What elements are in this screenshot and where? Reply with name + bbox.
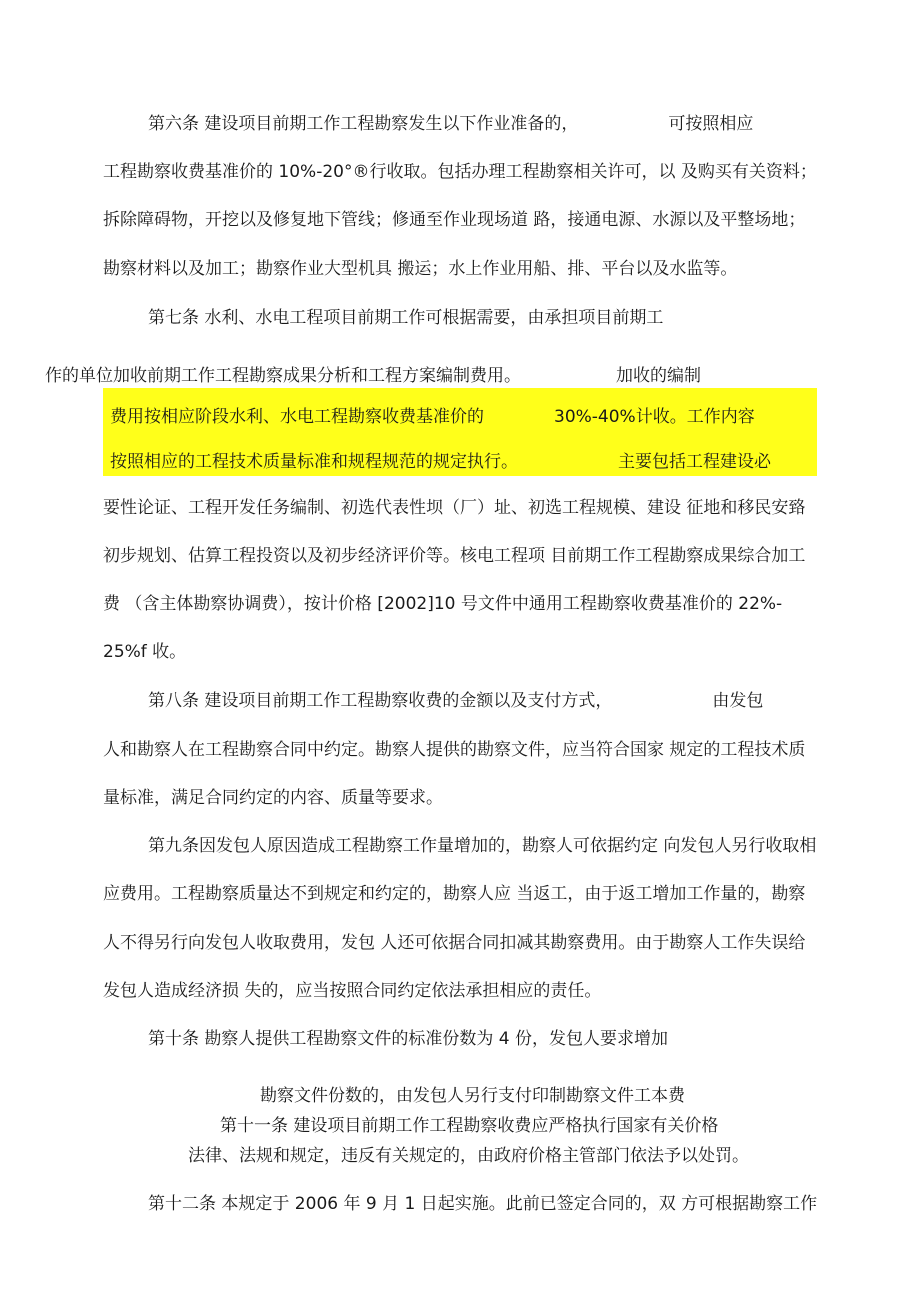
text-line: 要性论证、工程开发任务编制、初选代表性坝（厂）址、初选工程规模、建设 征地和移民安臵	[103, 498, 806, 518]
text-line-article-7: 第七条 水利、水电工程项目前期工作可根据需要，由承担项目前期工	[148, 308, 664, 328]
text-line: 法律、法规和规定，违反有关规定的，由政府价格主管部门依法予以处罚。	[188, 1146, 749, 1166]
text-line: 勘察材料以及加工；勘察作业大型机具 搬运；水上作业用船、排、平台以及水监等。	[103, 259, 738, 279]
text-line-article-9: 第九条因发包人原因造成工程勘察工作量增加的，勘察人可依据约定 向发包人另行收取相	[148, 836, 817, 856]
text-line: 作的单位加收前期工作工程勘察成果分析和工程方案编制费用。 加收的编制	[45, 366, 701, 386]
text-line-article-10: 第十条 勘察人提供工程勘察文件的标准份数为 4 份，发包人要求增加	[148, 1029, 669, 1049]
text-line-highlighted: 费用按相应阶段水利、水电工程勘察收费基准价的 30%-40%计收。工作内容	[110, 407, 755, 427]
text-line: 发包人造成经济损 失的，应当按照合同约定依法承担相应的责任。	[103, 981, 602, 1001]
text-line: 量标准，满足合同约定的内容、质量等要求。	[103, 788, 443, 808]
text-line-article-6: 第六条 建设项目前期工作工程勘察发生以下作业准备的， 可按照相应	[148, 114, 754, 134]
text-line-highlighted: 按照相应的工程技术质量标准和规程规范的规定执行。 主要包括工程建设必	[110, 452, 771, 472]
text-line: 应费用。工程勘察质量达不到规定和约定的，勘察人应 当返工，由于返工增加工作量的，勘察	[103, 884, 806, 904]
text-line-article-11: 第十一条 建设项目前期工作工程勘察收费应严格执行国家有关价格	[220, 1116, 719, 1136]
text-line: 人和勘察人在工程勘察合同中约定。勘察人提供的勘察文件，应当符合国家 规定的工程技术质	[103, 740, 806, 760]
text-line: 勘察文件份数的，由发包人另行支付印制勘察文件工本费	[260, 1086, 685, 1106]
text-line: 拆除障碍物，开挖以及修复地下管线；修通至作业现场道 路，接通电源、水源以及平整场地；	[103, 210, 806, 230]
text-line: 费 （含主体勘察协调费），按计价格 [2002]10 号文件中通用工程勘察收费基准价的 22%-	[103, 594, 783, 614]
text-line: 初步规划、估算工程投资以及初步经济评价等。核电工程项 目前期工作工程勘察成果综合加工	[103, 546, 806, 566]
text-line: 工程勘察收费基准价的 10%-20°®行收取。包括办理工程勘察相关许可，以 及购买有关资料；	[103, 162, 817, 182]
text-line: 人不得另行向发包人收取费用，发包 人还可依据合同扣减其勘察费用。由于勘察人工作失误给	[103, 933, 806, 953]
text-line-article-12: 第十二条 本规定于 2006 年 9 月 1 日起实施。此前已签定合同的，双 方可根据勘察工作	[148, 1194, 818, 1214]
text-line: 25%f 收。	[103, 642, 187, 662]
text-line-article-8: 第八条 建设项目前期工作工程勘察收费的金额以及支付方式， 由发包	[148, 691, 764, 711]
